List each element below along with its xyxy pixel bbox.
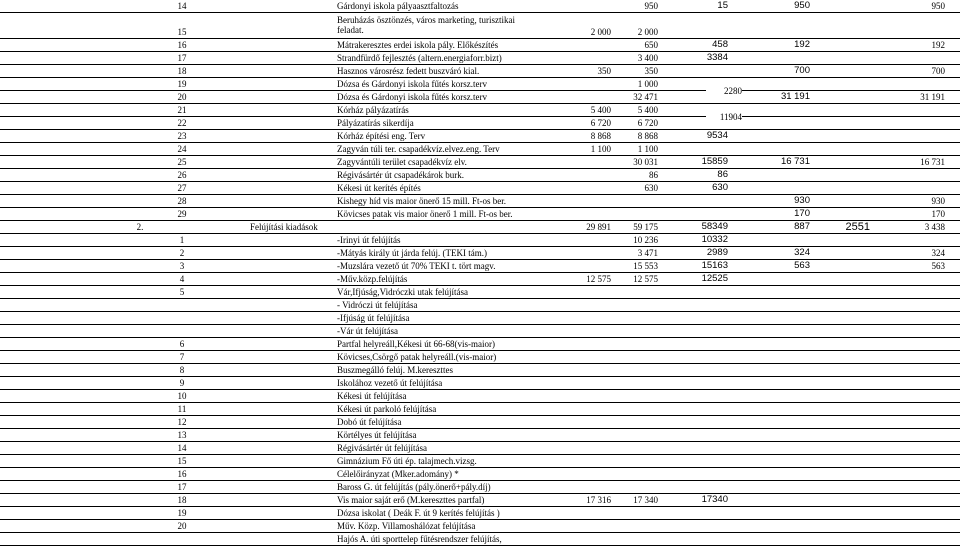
merged-value-cell: 2280 [706, 86, 742, 96]
item-name-cell: Zagyvántúli terület csapadékvíz elv. [337, 157, 467, 167]
row-number-cell: 6 [179, 339, 185, 349]
table-row [0, 156, 960, 169]
item-name-cell: Hajós A. úti sporttelep fűtésrendszer felújítás, [337, 534, 502, 544]
row-number-cell: 1 [179, 235, 185, 245]
value-cell-c1: 12 575 [586, 274, 611, 284]
table-row [0, 494, 960, 507]
value-cell-c2: 3 471 [637, 248, 658, 258]
table-row [0, 52, 960, 65]
table-row [0, 390, 960, 403]
value-cell-c3: 9534 [706, 130, 728, 141]
item-name-cell: Mátrakeresztes erdei iskola pály. Előkészítés [337, 40, 499, 50]
item-name-cell: -Ifjúság út felújítása [337, 313, 410, 323]
row-number-cell: 23 [177, 131, 187, 141]
item-name-cell: Kékesi út kerítés építés [337, 183, 421, 193]
value-cell-c1: 8 868 [590, 131, 611, 141]
table-row [0, 312, 960, 325]
row-number-cell: 14 [177, 1, 187, 11]
value-cell-c5: 2551 [845, 221, 870, 233]
item-name-cell: Dobó út felújítása [337, 417, 402, 427]
table-row [0, 117, 960, 130]
value-cell-c4: 192 [794, 39, 810, 50]
value-cell-c2: 5 400 [637, 105, 658, 115]
row-number-cell: 20 [177, 92, 187, 102]
table-row [0, 273, 960, 286]
value-cell-c6: 324 [931, 248, 945, 258]
value-cell-c1: 17 316 [586, 495, 611, 505]
item-name-cell: Iskolához vezető út felújítása [337, 378, 443, 388]
table-row [0, 130, 960, 143]
row-number-cell: 17 [177, 53, 187, 63]
item-name-cell: Gimnázium Fő úti ép. talajmech.vizsg. [337, 456, 477, 466]
value-cell-c6: 170 [931, 209, 945, 219]
item-name-cell: Dózsa iskolat ( Deák F. út 9 kerítés felújítás ) [337, 508, 500, 518]
row-number-cell: 19 [177, 508, 187, 518]
table-row [0, 377, 960, 390]
row-number-cell: 24 [177, 144, 187, 154]
value-cell-c3: 86 [717, 169, 728, 180]
table-row [0, 520, 960, 533]
value-cell-c4: 31 191 [780, 91, 810, 102]
item-name-cell: Hasznos városrész fedett buszváró kial. [337, 66, 480, 76]
value-cell-c6: 563 [931, 261, 945, 271]
value-cell-c3: 17340 [701, 494, 728, 505]
item-name-cell: Kékesi út felújítása [337, 391, 407, 401]
value-cell-c3: 58349 [701, 221, 728, 232]
value-cell-c1: 5 400 [590, 105, 611, 115]
value-cell-c4: 700 [794, 65, 810, 76]
item-name-cell: Kishegy híd vis maior önerő 15 mill. Ft-os ber. [337, 196, 506, 206]
table-row [0, 13, 960, 39]
item-name-cell: Régivásártér út felújítása [337, 443, 427, 453]
value-cell-c1: 2 000 [590, 27, 611, 37]
item-name-cell: Műv. Közp. Villamoshálózat felújítása [337, 521, 476, 531]
row-number-cell: 18 [177, 495, 187, 505]
table-row [0, 325, 960, 338]
value-cell-c4: 930 [794, 195, 810, 206]
value-cell-c2: 1 000 [637, 79, 658, 89]
row-number-cell: 21 [177, 105, 187, 115]
table-row [0, 364, 960, 377]
row-number-cell: 26 [177, 170, 187, 180]
item-name-cell: Dózsa és Gárdonyi iskola fűtés korsz.terv [337, 79, 487, 89]
value-cell-c2: 30 031 [633, 157, 658, 167]
value-cell-c4: 324 [794, 247, 810, 258]
table-row [0, 182, 960, 195]
value-cell-c2: 630 [644, 183, 658, 193]
value-cell-c2: 59 175 [633, 222, 658, 232]
item-name-cell: -Vár út felújítása [337, 326, 398, 336]
item-name-cell: Kövicses patak vis maior önerő 1 mill. Ft-os ber. [337, 209, 513, 219]
table-row [0, 416, 960, 429]
row-number-cell: 15 [177, 456, 187, 466]
item-name-cell: Felújítási kiadások [250, 222, 318, 232]
row-number-cell: 17 [177, 482, 187, 492]
table-row [0, 0, 960, 13]
value-cell-c2: 32 471 [633, 92, 658, 102]
row-number-cell: 3 [179, 261, 185, 271]
value-cell-c2: 3 400 [637, 53, 658, 63]
table-row [0, 104, 960, 117]
item-name-cell: Buszmegálló felúj. M.kereszttes [337, 365, 453, 375]
value-cell-c2: 350 [644, 66, 658, 76]
value-cell-c6: 192 [931, 40, 945, 50]
row-number-cell: 16 [177, 469, 187, 479]
row-number-cell: 4 [179, 274, 185, 284]
value-cell-c2: 650 [644, 40, 658, 50]
value-cell-c3: 458 [712, 39, 728, 50]
item-name-cell: Dózsa és Gárdonyi iskola fűtés korsz.terv [337, 92, 487, 102]
merged-value-cell: 11904 [706, 112, 742, 122]
value-cell-c2: 10 236 [633, 235, 658, 245]
row-number-cell: 28 [177, 196, 187, 206]
value-cell-c4: 887 [794, 221, 810, 232]
value-cell-c3: 10332 [701, 234, 728, 245]
row-number-cell: 15 [177, 27, 187, 37]
row-number-cell: 2 [179, 248, 185, 258]
value-cell-c3: 15859 [701, 156, 728, 167]
value-cell-c3: 3384 [706, 52, 728, 63]
value-cell-c2: 12 575 [633, 274, 658, 284]
table-row [0, 234, 960, 247]
item-name-cell: Kórház pályázatírás [337, 105, 409, 115]
row-number-cell: 9 [179, 378, 185, 388]
row-number-cell: 13 [177, 430, 187, 440]
row-number-cell: 8 [179, 365, 185, 375]
item-name-cell: Vis maior saját erő (M.kereszttes partfal) [337, 495, 485, 505]
item-name-cell: Partfal helyreáll,Kékesi út 66-68(vis-maior) [337, 339, 495, 349]
row-number-cell: 22 [177, 118, 187, 128]
row-number-cell: 25 [177, 157, 187, 167]
table-row [0, 260, 960, 273]
row-number-cell: 12 [177, 417, 187, 427]
row-number-cell: 27 [177, 183, 187, 193]
table-row [0, 169, 960, 182]
table-row [0, 78, 960, 91]
row-number-cell: 20 [177, 521, 187, 531]
item-name-cell: Régivásártér út csapadékárok burk. [337, 170, 464, 180]
value-cell-c2: 6 720 [637, 118, 658, 128]
row-number-cell: 19 [177, 79, 187, 89]
value-cell-c4: 950 [794, 0, 810, 11]
table-row [0, 208, 960, 221]
value-cell-c1: 1 100 [590, 144, 611, 154]
item-name-cell: Zagyván túli ter. csapadékvíz.elvez.eng. Terv [337, 144, 500, 154]
table-row [0, 442, 960, 455]
value-cell-c2: 1 100 [637, 144, 658, 154]
row-number-cell: 5 [179, 287, 185, 297]
value-cell-c3: 12525 [701, 273, 728, 284]
item-name-cell: -Mátyás király út járda felúj. (TEKI tám.) [337, 248, 487, 258]
item-name-cell: Kövicses,Csörgő patak helyreáll.(vis-maior) [337, 352, 497, 362]
value-cell-c6: 930 [931, 196, 945, 206]
table-row [0, 299, 960, 312]
value-cell-c2: 15 553 [633, 261, 658, 271]
item-name-cell: -Muzslára vezető út 70% TEKI t. tört magv. [337, 261, 496, 271]
value-cell-c3: 2989 [706, 247, 728, 258]
row-number-cell: 14 [177, 443, 187, 453]
item-name-cell: Pályázatírás sikerdíja [337, 118, 414, 128]
item-name-cell: Kórház építési eng. Terv [337, 131, 426, 141]
value-cell-c1: 350 [597, 66, 611, 76]
value-cell-c2: 950 [644, 1, 658, 11]
table-row [0, 221, 960, 234]
value-cell-c6: 3 438 [924, 222, 945, 232]
value-cell-c3: 15 [717, 0, 728, 11]
table-row [0, 507, 960, 520]
table-row [0, 429, 960, 442]
table-row [0, 468, 960, 481]
row-number-cell: 18 [177, 66, 187, 76]
row-number-cell: 29 [177, 209, 187, 219]
item-name-cell: - Vidróczi út felújítása [337, 300, 418, 310]
value-cell-c2: 86 [649, 170, 658, 180]
table-row [0, 481, 960, 494]
value-cell-c1: 6 720 [590, 118, 611, 128]
row-number-cell: 11 [177, 404, 187, 414]
table-row [0, 338, 960, 351]
value-cell-c3: 15163 [701, 260, 728, 271]
row-number-cell: 2. [136, 222, 144, 232]
table-row [0, 351, 960, 364]
table-row [0, 403, 960, 416]
item-name-cell: Gárdonyi iskola pályaasztfaltozás [337, 1, 459, 11]
table-row [0, 91, 960, 104]
item-name-cell: -Műv.közp.felújítás [337, 274, 408, 284]
value-cell-c4: 563 [794, 260, 810, 271]
row-number-cell: 10 [177, 391, 187, 401]
item-name-cell: Beruházás ösztönzés, város marketing, turisztikai feladat. [337, 15, 515, 35]
item-name-cell: Baross G. út felújítás (pály.önerő+pály.díj) [337, 482, 491, 492]
row-number-cell: 16 [177, 40, 187, 50]
value-cell-c6: 950 [931, 1, 945, 11]
item-name-cell: Célelőirányzat (Mker.adomány) * [337, 469, 459, 479]
value-cell-c1: 29 891 [586, 222, 611, 232]
value-cell-c4: 170 [794, 208, 810, 219]
item-name-cell: -Irinyi út felújítás [337, 235, 401, 245]
item-name-cell: Vár,Ifjúság,Vidróczki utak felújítása [337, 287, 469, 297]
table-row [0, 286, 960, 299]
table-row [0, 195, 960, 208]
table-row [0, 143, 960, 156]
item-name-cell: Kékesi út parkoló felújítása [337, 404, 437, 414]
row-number-cell: 7 [179, 352, 185, 362]
table-row [0, 65, 960, 78]
table-row [0, 247, 960, 260]
value-cell-c6: 31 191 [920, 92, 945, 102]
table-row [0, 533, 960, 546]
value-cell-c4: 16 731 [780, 156, 810, 167]
value-cell-c2: 2 000 [637, 27, 658, 37]
item-name-cell: Körtélyes út felújítása [337, 430, 417, 440]
value-cell-c2: 8 868 [637, 131, 658, 141]
value-cell-c6: 16 731 [920, 157, 945, 167]
table-row [0, 39, 960, 52]
value-cell-c2: 17 340 [633, 495, 658, 505]
value-cell-c6: 700 [931, 66, 945, 76]
item-name-cell: Strandfürdő fejlesztés (altern.energiaforr.bizt) [337, 53, 502, 63]
value-cell-c3: 630 [712, 182, 728, 193]
table-row [0, 455, 960, 468]
